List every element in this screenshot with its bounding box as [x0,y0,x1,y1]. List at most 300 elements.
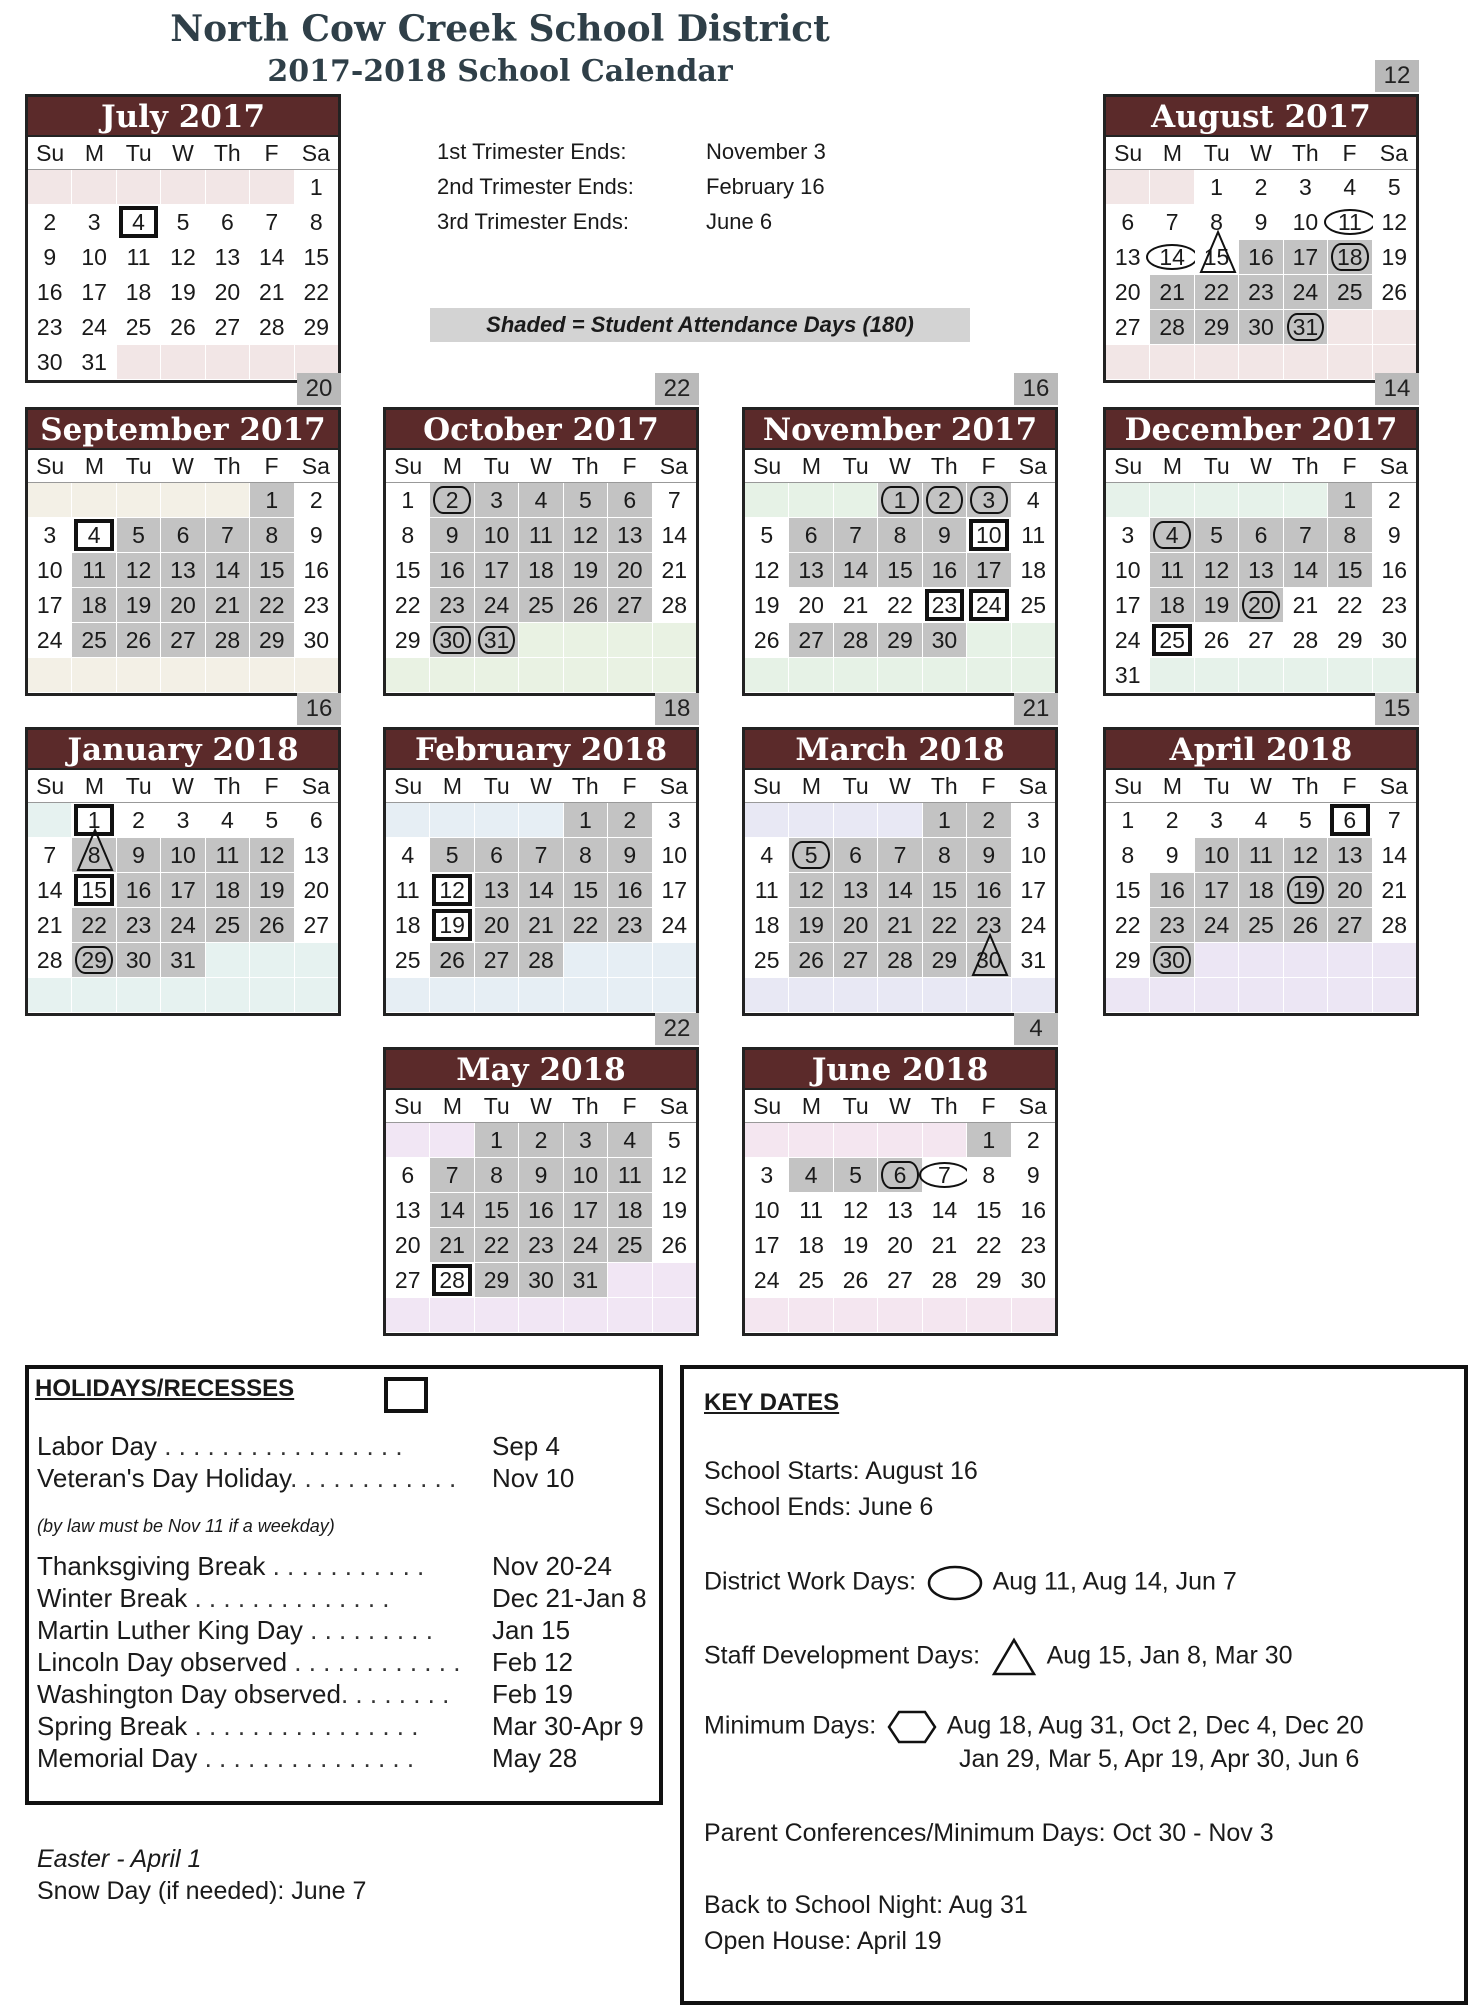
day-cell: 15 [923,873,967,907]
day-cell: 4 [789,1158,833,1192]
empty-cell [117,658,161,692]
day-cell: 27 [206,310,250,344]
staff-development-label: Staff Development Days: [704,1641,981,1670]
empty-cell [161,658,205,692]
week-row [28,345,338,380]
week-row [386,908,696,943]
week-row [1106,205,1416,240]
weekday-header-row [386,770,696,803]
day-cell: 5 [117,518,161,552]
weekday-header: Tu [842,773,869,799]
month-october-2017 [383,407,699,696]
weekday-header: Th [1291,453,1319,479]
empty-cell [430,658,474,692]
day-cell: 29 [1328,623,1372,657]
day-cell: 26 [745,623,789,657]
day-cell: 30 [1012,1263,1055,1297]
month-title: April 2018 [1106,730,1416,770]
day-cell: 25 [789,1263,833,1297]
week-row [28,943,338,978]
day-cell: 22 [295,275,338,309]
day-cell: 12 [1284,838,1328,872]
week-row [1106,838,1416,873]
day-cell: 19 [430,908,474,942]
day-cell: 12 [834,1193,878,1227]
holiday-row [37,1647,657,1678]
empty-cell [878,1298,922,1332]
minimum-days [704,1709,1364,1745]
day-cell: 26 [430,943,474,977]
day-cell: 18 [1150,588,1194,622]
holiday-row [37,1551,657,1582]
day-cell: 1 [1106,803,1150,837]
day-cell: 10 [1195,838,1239,872]
district-work-days [704,1565,1237,1601]
week-row [1106,240,1416,275]
day-cell: 23 [28,310,72,344]
empty-cell [519,1298,563,1332]
day-cell: 24 [28,623,72,657]
week-row [28,873,338,908]
day-cell: 10 [1106,553,1150,587]
holiday-date: Feb 19 [492,1679,573,1709]
weekday-header: Th [930,1093,958,1119]
day-cell: 14 [834,553,878,587]
day-cell: 8 [878,518,922,552]
week-row [28,275,338,310]
empty-cell [386,803,430,837]
month-june-2018 [742,1047,1058,1336]
easter-note: Easter - April 1 [37,1845,202,1873]
weekday-header: M [1162,453,1182,479]
holiday-leader-dots: . . . . . . . . . . . . [290,1463,457,1493]
empty-cell [653,658,696,692]
week-row [745,623,1055,658]
holiday-leader-dots: . . . . . . . . . . . . [287,1647,461,1677]
minimum-days-dates-1: Aug 18, Aug 31, Oct 2, Dec 4, Dec 20 [946,1711,1364,1740]
day-cell: 16 [923,553,967,587]
empty-cell [878,1123,922,1157]
day-cell: 31 [1012,943,1055,977]
day-cell: 6 [475,838,519,872]
day-cell: 31 [564,1263,608,1297]
day-cell: 7 [834,518,878,552]
empty-cell [430,978,474,1012]
weekday-header: Th [930,453,958,479]
empty-cell [1150,170,1194,204]
weekday-header: M [1162,773,1182,799]
day-cell: 14 [28,873,72,907]
day-cell: 16 [967,873,1011,907]
day-cell: 21 [878,908,922,942]
week-row [28,240,338,275]
day-cell: 28 [1373,908,1416,942]
holiday-name: Martin Luther King Day [37,1615,303,1645]
day-cell: 26 [789,943,833,977]
weekday-header: W [889,1093,911,1119]
day-cell: 23 [1012,1228,1055,1262]
day-cell: 24 [475,588,519,622]
day-cell: 20 [1328,873,1372,907]
back-to-school-night: Back to School Night: Aug 31 [704,1891,1028,1919]
day-cell: 8 [923,838,967,872]
empty-cell [1106,483,1150,517]
empty-cell [250,978,294,1012]
holiday-leader-dots: . . . . . . . . [340,1679,450,1709]
week-row [28,518,338,553]
day-cell: 31 [1284,310,1328,344]
day-cell: 1 [1195,170,1239,204]
week-row [386,943,696,978]
day-cell: 28 [1150,310,1194,344]
month-title: September 2017 [28,410,338,450]
weekday-header: Su [394,1093,423,1119]
empty-cell [564,978,608,1012]
empty-cell [1284,658,1328,692]
holiday-name: Labor Day [37,1431,157,1461]
empty-cell [1150,658,1194,692]
day-cell: 5 [1195,518,1239,552]
page-subtitle: 2017-2018 School Calendar [267,54,733,89]
holiday-leader-dots: . . . . . . . . . [302,1615,433,1645]
key-dates-panel [680,1365,1468,2005]
day-cell: 8 [295,205,338,239]
day-cell: 8 [72,838,116,872]
day-cell: 4 [608,1123,652,1157]
empty-cell [967,658,1011,692]
empty-cell [1328,310,1372,344]
holiday-name: Winter Break [37,1583,188,1613]
day-cell: 9 [1373,518,1416,552]
day-cell: 13 [386,1193,430,1227]
week-row [745,658,1055,693]
empty-cell [1284,345,1328,379]
weekday-header: Su [753,453,782,479]
empty-cell [1284,483,1328,517]
school-ends: School Ends: June 6 [704,1493,934,1521]
week-row [745,588,1055,623]
empty-cell [789,1123,833,1157]
empty-cell [789,483,833,517]
day-cell: 29 [967,1263,1011,1297]
month-title: February 2018 [386,730,696,770]
weekday-header-row [28,137,338,170]
day-cell: 8 [564,838,608,872]
day-cell: 26 [834,1263,878,1297]
empty-cell [519,658,563,692]
staff-development-dates: Aug 15, Jan 8, Mar 30 [1046,1641,1293,1670]
empty-cell [475,1298,519,1332]
day-cell: 7 [28,838,72,872]
empty-cell [1239,345,1283,379]
empty-cell [28,803,72,837]
weekday-header-row [1106,770,1416,803]
empty-cell [206,345,250,379]
weekday-header: Tu [1203,140,1230,166]
day-cell: 25 [117,310,161,344]
day-cell: 4 [386,838,430,872]
day-cell: 7 [653,483,696,517]
week-row [28,170,338,205]
day-cell: 4 [1239,803,1283,837]
day-cell: 15 [564,873,608,907]
day-cell: 2 [430,483,474,517]
week-row [745,1193,1055,1228]
day-cell: 30 [117,943,161,977]
day-cell: 12 [1373,205,1416,239]
holiday-row [37,1711,657,1742]
attendance-day-count: 22 [655,1013,699,1045]
day-cell: 18 [72,588,116,622]
day-cell: 15 [967,1193,1011,1227]
day-cell: 13 [1239,553,1283,587]
empty-cell [475,803,519,837]
empty-cell [430,803,474,837]
day-cell: 19 [1373,240,1416,274]
week-row [1106,310,1416,345]
week-row [386,1158,696,1193]
day-cell: 15 [1328,553,1372,587]
weekday-header: Tu [483,453,510,479]
day-cell: 22 [386,588,430,622]
day-cell: 4 [117,205,161,239]
day-cell: 11 [519,518,563,552]
day-cell: 26 [1195,623,1239,657]
empty-cell [1150,345,1194,379]
empty-cell [653,943,696,977]
day-cell: 18 [519,553,563,587]
empty-cell [1195,978,1239,1012]
weekday-header: F [1342,773,1357,799]
empty-cell [564,623,608,657]
day-cell: 9 [28,240,72,274]
day-cell: 17 [653,873,696,907]
weekday-header: Sa [1379,453,1408,479]
week-row [1106,623,1416,658]
day-cell: 25 [1328,275,1372,309]
holiday-date: Dec 21-Jan 8 [492,1583,647,1613]
day-cell: 20 [386,1228,430,1262]
day-cell: 2 [295,483,338,517]
day-cell: 27 [834,943,878,977]
day-cell: 21 [206,588,250,622]
empty-cell [608,943,652,977]
day-cell: 19 [653,1193,696,1227]
empty-cell [923,1298,967,1332]
weekday-header: M [801,773,821,799]
day-cell: 26 [653,1228,696,1262]
week-row [386,588,696,623]
attendance-day-count: 22 [655,373,699,405]
month-february-2018 [383,727,699,1016]
day-cell: 15 [1195,240,1239,274]
day-cell: 10 [745,1193,789,1227]
day-cell: 26 [250,908,294,942]
week-row [28,588,338,623]
attendance-day-count: 15 [1375,693,1419,725]
day-cell: 9 [608,838,652,872]
day-cell: 22 [878,588,922,622]
month-january-2018 [25,727,341,1016]
day-cell: 24 [1012,908,1055,942]
week-row [745,873,1055,908]
weekday-header-row [1106,137,1416,170]
day-cell: 15 [878,553,922,587]
empty-cell [608,1298,652,1332]
day-cell: 2 [923,483,967,517]
day-cell: 25 [206,908,250,942]
empty-cell [386,1123,430,1157]
weekday-header: Sa [1379,773,1408,799]
empty-cell [161,978,205,1012]
month-title: August 2017 [1106,97,1416,137]
day-cell: 23 [967,908,1011,942]
day-cell: 14 [430,1193,474,1227]
day-cell: 20 [295,873,338,907]
empty-cell [745,658,789,692]
weekday-header: Tu [125,453,152,479]
day-cell: 21 [653,553,696,587]
day-cell: 15 [475,1193,519,1227]
day-cell: 14 [1284,553,1328,587]
weekday-header: Sa [1379,140,1408,166]
empty-cell [564,658,608,692]
empty-cell [878,658,922,692]
day-cell: 24 [161,908,205,942]
week-row [386,1228,696,1263]
district-work-dates: Aug 11, Aug 14, Jun 7 [992,1567,1237,1596]
trimester-dates [706,134,826,239]
month-march-2018 [742,727,1058,1016]
empty-cell [206,658,250,692]
day-cell: 8 [1106,838,1150,872]
weekday-header-row [745,1090,1055,1123]
day-cell: 21 [1150,275,1194,309]
day-cell: 24 [564,1228,608,1262]
day-cell: 27 [878,1263,922,1297]
holiday-name: Veteran's Day Holiday [37,1463,291,1493]
holiday-leader-dots: . . . . . . . . . . . . . . . . . [156,1431,403,1461]
week-row [28,310,338,345]
day-cell: 10 [161,838,205,872]
empty-cell [519,623,563,657]
day-cell: 14 [653,518,696,552]
day-cell: 1 [475,1123,519,1157]
day-cell: 25 [1150,623,1194,657]
staff-development-days [704,1637,1293,1677]
empty-cell [967,978,1011,1012]
day-cell: 6 [295,803,338,837]
trimester-labels [437,134,634,239]
day-cell: 11 [72,553,116,587]
week-row [1106,483,1416,518]
empty-cell [72,658,116,692]
day-cell: 19 [564,553,608,587]
holiday-row [37,1679,657,1710]
day-cell: 5 [250,803,294,837]
empty-cell [117,483,161,517]
weekday-header: Su [753,1093,782,1119]
day-cell: 29 [878,623,922,657]
empty-cell [878,978,922,1012]
day-cell: 10 [28,553,72,587]
empty-cell [206,483,250,517]
weekday-header: Th [1291,140,1319,166]
day-cell: 28 [206,623,250,657]
day-cell: 8 [386,518,430,552]
empty-cell [1373,943,1416,977]
weekday-header: W [1250,773,1272,799]
weekday-header: F [622,1093,637,1119]
day-cell: 6 [386,1158,430,1192]
holiday-row [37,1463,657,1494]
day-cell: 29 [386,623,430,657]
holiday-date: May 28 [492,1743,578,1773]
day-cell: 5 [161,205,205,239]
weekday-header: W [889,773,911,799]
day-cell: 17 [475,553,519,587]
day-cell: 1 [564,803,608,837]
day-cell: 20 [789,588,833,622]
empty-cell [1195,943,1239,977]
day-cell: 7 [923,1158,967,1192]
day-cell: 9 [1150,838,1194,872]
empty-cell [608,1263,652,1297]
day-cell: 16 [1150,873,1194,907]
week-row [1106,553,1416,588]
week-row [745,483,1055,518]
day-cell: 10 [1284,205,1328,239]
day-cell: 20 [206,275,250,309]
day-cell: 11 [1239,838,1283,872]
day-cell: 16 [608,873,652,907]
holiday-leader-dots: . . . . . . . . . . . . . . . . [187,1711,419,1741]
day-cell: 8 [967,1158,1011,1192]
weekday-header-row [386,450,696,483]
weekday-header: M [442,773,462,799]
weekday-header: Tu [1203,773,1230,799]
empty-cell [653,1263,696,1297]
day-cell: 24 [1284,275,1328,309]
day-cell: 5 [430,838,474,872]
day-cell: 6 [1328,803,1372,837]
day-cell: 28 [430,1263,474,1297]
holiday-name: Memorial Day [37,1743,198,1773]
district-work-label: District Work Days: [704,1567,917,1596]
day-cell: 25 [1239,908,1283,942]
day-cell: 12 [789,873,833,907]
day-cell: 4 [206,803,250,837]
day-cell: 2 [1239,170,1283,204]
day-cell: 2 [1373,483,1416,517]
day-cell: 22 [564,908,608,942]
empty-cell [117,170,161,204]
day-cell: 24 [1195,908,1239,942]
weekday-header: W [172,140,194,166]
empty-cell [923,978,967,1012]
day-cell: 13 [878,1193,922,1227]
empty-cell [28,658,72,692]
weekday-header: Tu [483,773,510,799]
day-cell: 13 [834,873,878,907]
day-cell: 10 [967,518,1011,552]
day-cell: 25 [608,1228,652,1262]
day-cell: 29 [72,943,116,977]
weekday-header-row [28,450,338,483]
empty-cell [834,978,878,1012]
day-cell: 1 [878,483,922,517]
day-cell: 6 [878,1158,922,1192]
